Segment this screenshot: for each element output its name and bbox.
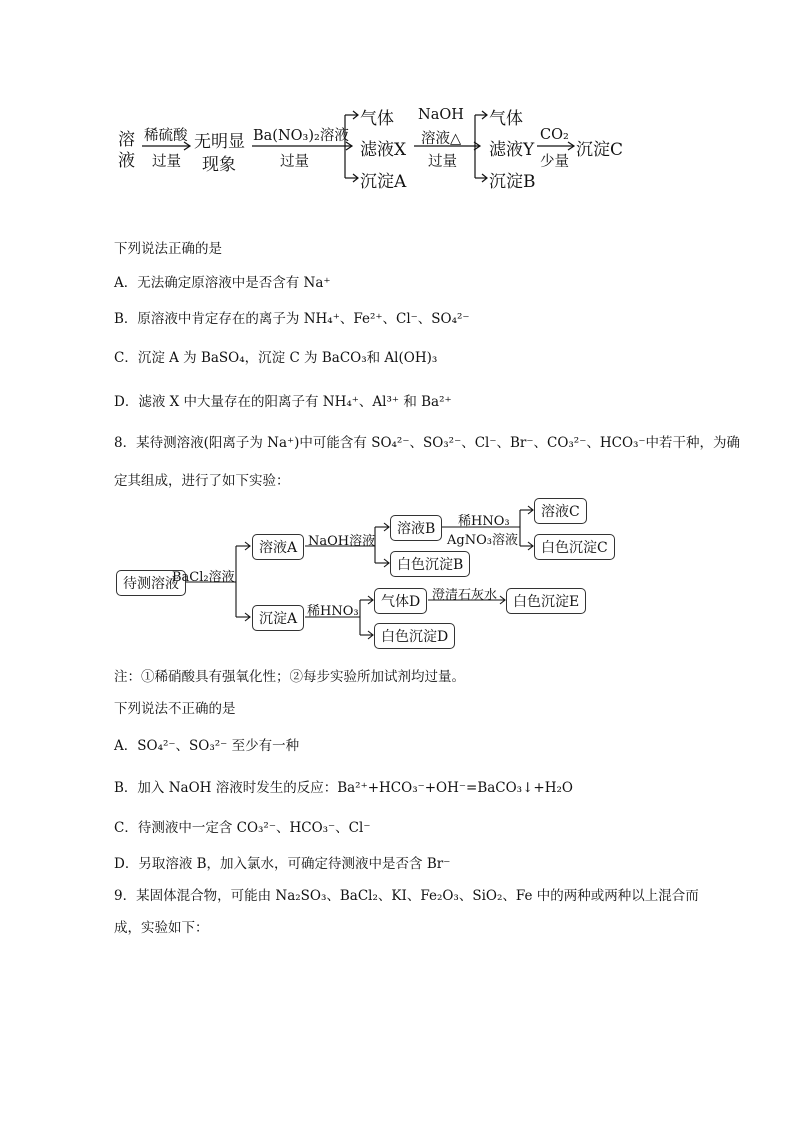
flow1-arrow2-bottom: 过量 — [280, 154, 309, 170]
q8-note: 注：①稀硝酸具有强氧化性；②每步实验所加试剂均过量。 — [114, 669, 465, 685]
flow1-arrow4-bottom: 少量 — [540, 154, 569, 170]
flow1-precip-b: 沉淀B — [489, 172, 536, 192]
flow2-reagent-bacl2: BaCl₂溶液 — [172, 570, 235, 585]
flow1-arrow3-top: NaOH — [418, 107, 464, 123]
flow1-arrow4-top: CO₂ — [540, 127, 569, 143]
flow1-precip-a: 沉淀A — [360, 172, 407, 192]
q8-stem-line2: 定其组成，进行了如下实验： — [114, 473, 290, 489]
q7-option-b: B．原溶液中肯定存在的离子为 NH₄⁺、Fe²⁺、Cl⁻、SO₄²⁻ — [114, 311, 470, 327]
flow2-reagent-hno3-b: 稀HNO₃ — [307, 604, 359, 619]
flow2-gas-d: 气体D — [374, 588, 427, 614]
flow2-white-c: 白色沉淀C — [534, 534, 615, 560]
flow1-filtrate-x: 滤液X — [360, 140, 407, 160]
q7-option-d: D．滤液 X 中大量存在的阳离子有 NH₄⁺、Al³⁺ 和 Ba²⁺ — [114, 394, 452, 410]
flow1-arrow1-top: 稀硫酸 — [144, 128, 188, 144]
q8-question: 下列说法不正确的是 — [114, 701, 236, 717]
q7-option-a: A．无法确定原溶液中是否含有 Na⁺ — [114, 275, 331, 291]
q8-option-b: B．加入 NaOH 溶液时发生的反应：Ba²⁺+HCO₃⁻+OH⁻=BaCO₃↓+H₂O — [114, 780, 573, 796]
flow2-sol-a: 溶液A — [252, 534, 304, 560]
flow1-node1-b: 现象 — [202, 155, 236, 175]
flow1-arrow2-top: Ba(NO₃)₂溶液 — [253, 128, 349, 144]
flow2-sol-c: 溶液C — [534, 498, 587, 524]
flow2-precip-a: 沉淀A — [252, 605, 304, 631]
flow1-gas1: 气体 — [360, 109, 394, 129]
flow2-reagent-lime: 澄清石灰水 — [432, 588, 498, 603]
flow2-start-box: 待测溶液 — [116, 570, 186, 596]
flow1-arrow3-mid: 溶液△ — [421, 131, 462, 147]
q8-option-d: D．另取溶液 B，加入氯水，可确定待测液中是否含 Br⁻ — [114, 856, 451, 872]
flow1-arrow1-bottom: 过量 — [152, 154, 181, 170]
q9-stem-line2: 成，实验如下： — [114, 920, 209, 936]
q8-option-c: C．待测液中一定含 CO₃²⁻、HCO₃⁻、Cl⁻ — [114, 820, 371, 836]
q9-stem-line1: 9．某固体混合物，可能由 Na₂SO₃、BaCl₂、KI、Fe₂O₃、SiO₂、Fe 中的两种或两种以上混合而 — [114, 888, 699, 904]
q8-option-a: A．SO₄²⁻、SO₃²⁻ 至少有一种 — [114, 738, 300, 754]
flow1-start-b: 液 — [118, 151, 135, 171]
flow2-white-e: 白色沉淀E — [506, 588, 586, 614]
flow1-arrow3-bottom: 过量 — [428, 154, 457, 170]
q8-stem-line1: 8．某待测溶液(阳离子为 Na⁺)中可能含有 SO₄²⁻、SO₃²⁻、Cl⁻、Br⁻、CO₃²⁻、HCO₃⁻中若干种，为确 — [114, 435, 741, 451]
flow2-sol-b: 溶液B — [390, 515, 442, 541]
q7-stem: 下列说法正确的是 — [114, 241, 222, 257]
flow1-gas2: 气体 — [489, 109, 523, 129]
flow1-precip-c: 沉淀C — [576, 140, 624, 160]
flow2-reagent-agno3: AgNO₃溶液 — [447, 533, 518, 548]
flow2-reagent-naoh: NaOH溶液 — [308, 534, 376, 549]
flow2-white-d: 白色沉淀D — [374, 623, 455, 649]
flow1-start-a: 溶 — [118, 130, 135, 150]
q7-option-c: C．沉淀 A 为 BaSO₄，沉淀 C 为 BaCO₃和 Al(OH)₃ — [114, 350, 438, 366]
flow2-white-b: 白色沉淀B — [390, 551, 470, 577]
flow1-filtrate-y: 滤液Y — [489, 140, 535, 160]
flow2-reagent-hno3-a: 稀HNO₃ — [458, 514, 510, 529]
flow1-node1-a: 无明显 — [194, 132, 245, 152]
